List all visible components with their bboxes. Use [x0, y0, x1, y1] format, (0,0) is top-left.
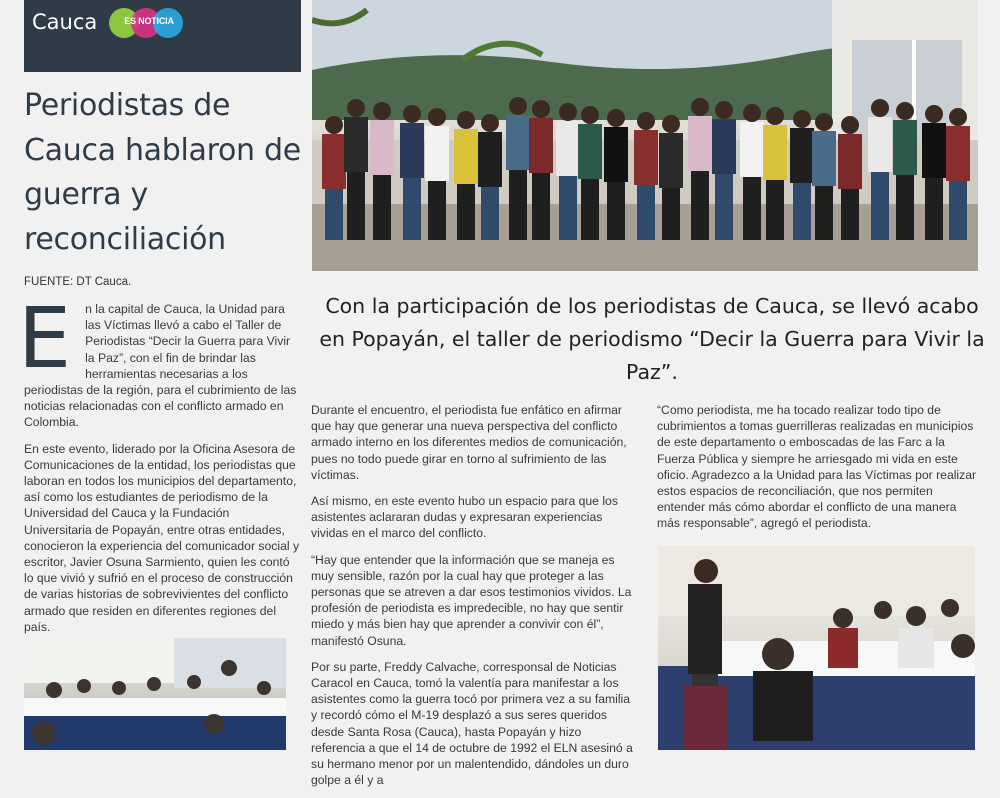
article-column-1 [18, 289, 300, 645]
article-headline: Periodistas de Cauca hablaron de guerra y reconciliación [24, 88, 301, 257]
logo-text: ES NOTICIA [124, 16, 174, 26]
paragraph: En este evento, liderado por la Oficina Asesora de Comunicaciones de la entidad, los periodistas que laboran en todos los municipios del departamento, así como los estudiantes de periodismo de la Universidad del Cauca y la Fundación Universitaria de Popayán, entre otras entidades, conocieron la experiencia del comunicador social y escritor, Javier Osuna Sarmiento, quien les contó lo que vivió y sufrió en el proceso de construcción de varias historias de sobrevivientes del conflicto armado que residen en diferentes regiones del país. [24, 441, 300, 634]
section-banner [24, 0, 301, 72]
paragraph: E n la capital de Cauca, la Unidad para las Víctimas llevó a cabo el Taller de Periodistas “Decir la Guerra para Vivir la Paz”, con el fin de brindar las herramientas necesarias a los periodistas de la región, para el cubrimiento de las noticias relacionadas con el conflicto armado en Colombia. [18, 289, 297, 430]
workshop-photo-1 [24, 638, 286, 750]
section-name: Cauca [32, 10, 98, 34]
workshop-photo-2 [658, 546, 975, 750]
es-noticia-logo [109, 8, 187, 38]
source-value: DT Cauca. [76, 276, 132, 288]
article-source [24, 276, 131, 288]
article-column-3 [657, 402, 979, 542]
source-label: FUENTE: [24, 276, 74, 288]
paragraph: Por su parte, Freddy Calvache, corresponsal de Noticias Caracol en Cauca, tomó la valentía para manifestar a los asistentes como la guerra tocó por primera vez a su familia y recordó cómo el M-19 desplazó a sus seres queridos desde Santa Rosa (Cauca), hasta Popayán y hizo referencia a que el 14 de octubre de 1992 el ELN asesinó a su hermano menor por un malentendido, dándoles un duro golpe a él y a [311, 659, 633, 788]
paragraph: Así mismo, en este evento hubo un espacio para que los asistentes aclararan dudas y expresaran experiencias vividas en el marco del conflicto. [311, 494, 618, 541]
paragraph: “Como periodista, me ha tocado realizar todo tipo de cubrimientos a tomas guerrilleras realizadas en municipios de este departamento o emboscadas de las Farc a la Fuerza Pública y siempre he arriesgado mi vida en este oficio. Agradezco a la Unidad para las Víctimas por realizar estos espacios de reconciliación, que nos permiten entender más cómo abordar el conflicto de una manera más responsable”, agregó el periodista. [657, 403, 977, 531]
group-photo [312, 0, 978, 271]
paragraph: “Hay que entender que la información que se maneja es muy sensible, razón por la cual hay que proteger a las personas que se atreven a dar esos testimonios vividos. La profesión de periodista es impredecible, no hay que sentir miedo y más bien hay que aprender a convivir con él”, manifestó Osuna. [311, 552, 632, 648]
article-column-2 [311, 402, 633, 798]
pull-quote: Con la participación de los periodistas de Cauca, se llevó acabo en Popayán, el taller de periodismo “Decir la Guerra para Vivir la Paz”. [319, 294, 985, 384]
paragraph: Durante el encuentro, el periodista fue enfático en afirmar que hay que generar una nueva perspectiva del conflicto armado interno en los diferentes medios de comunicación, pues no todo puede girar en torno al sufrimiento de las víctimas. [311, 403, 627, 482]
drop-cap: E [18, 289, 72, 387]
